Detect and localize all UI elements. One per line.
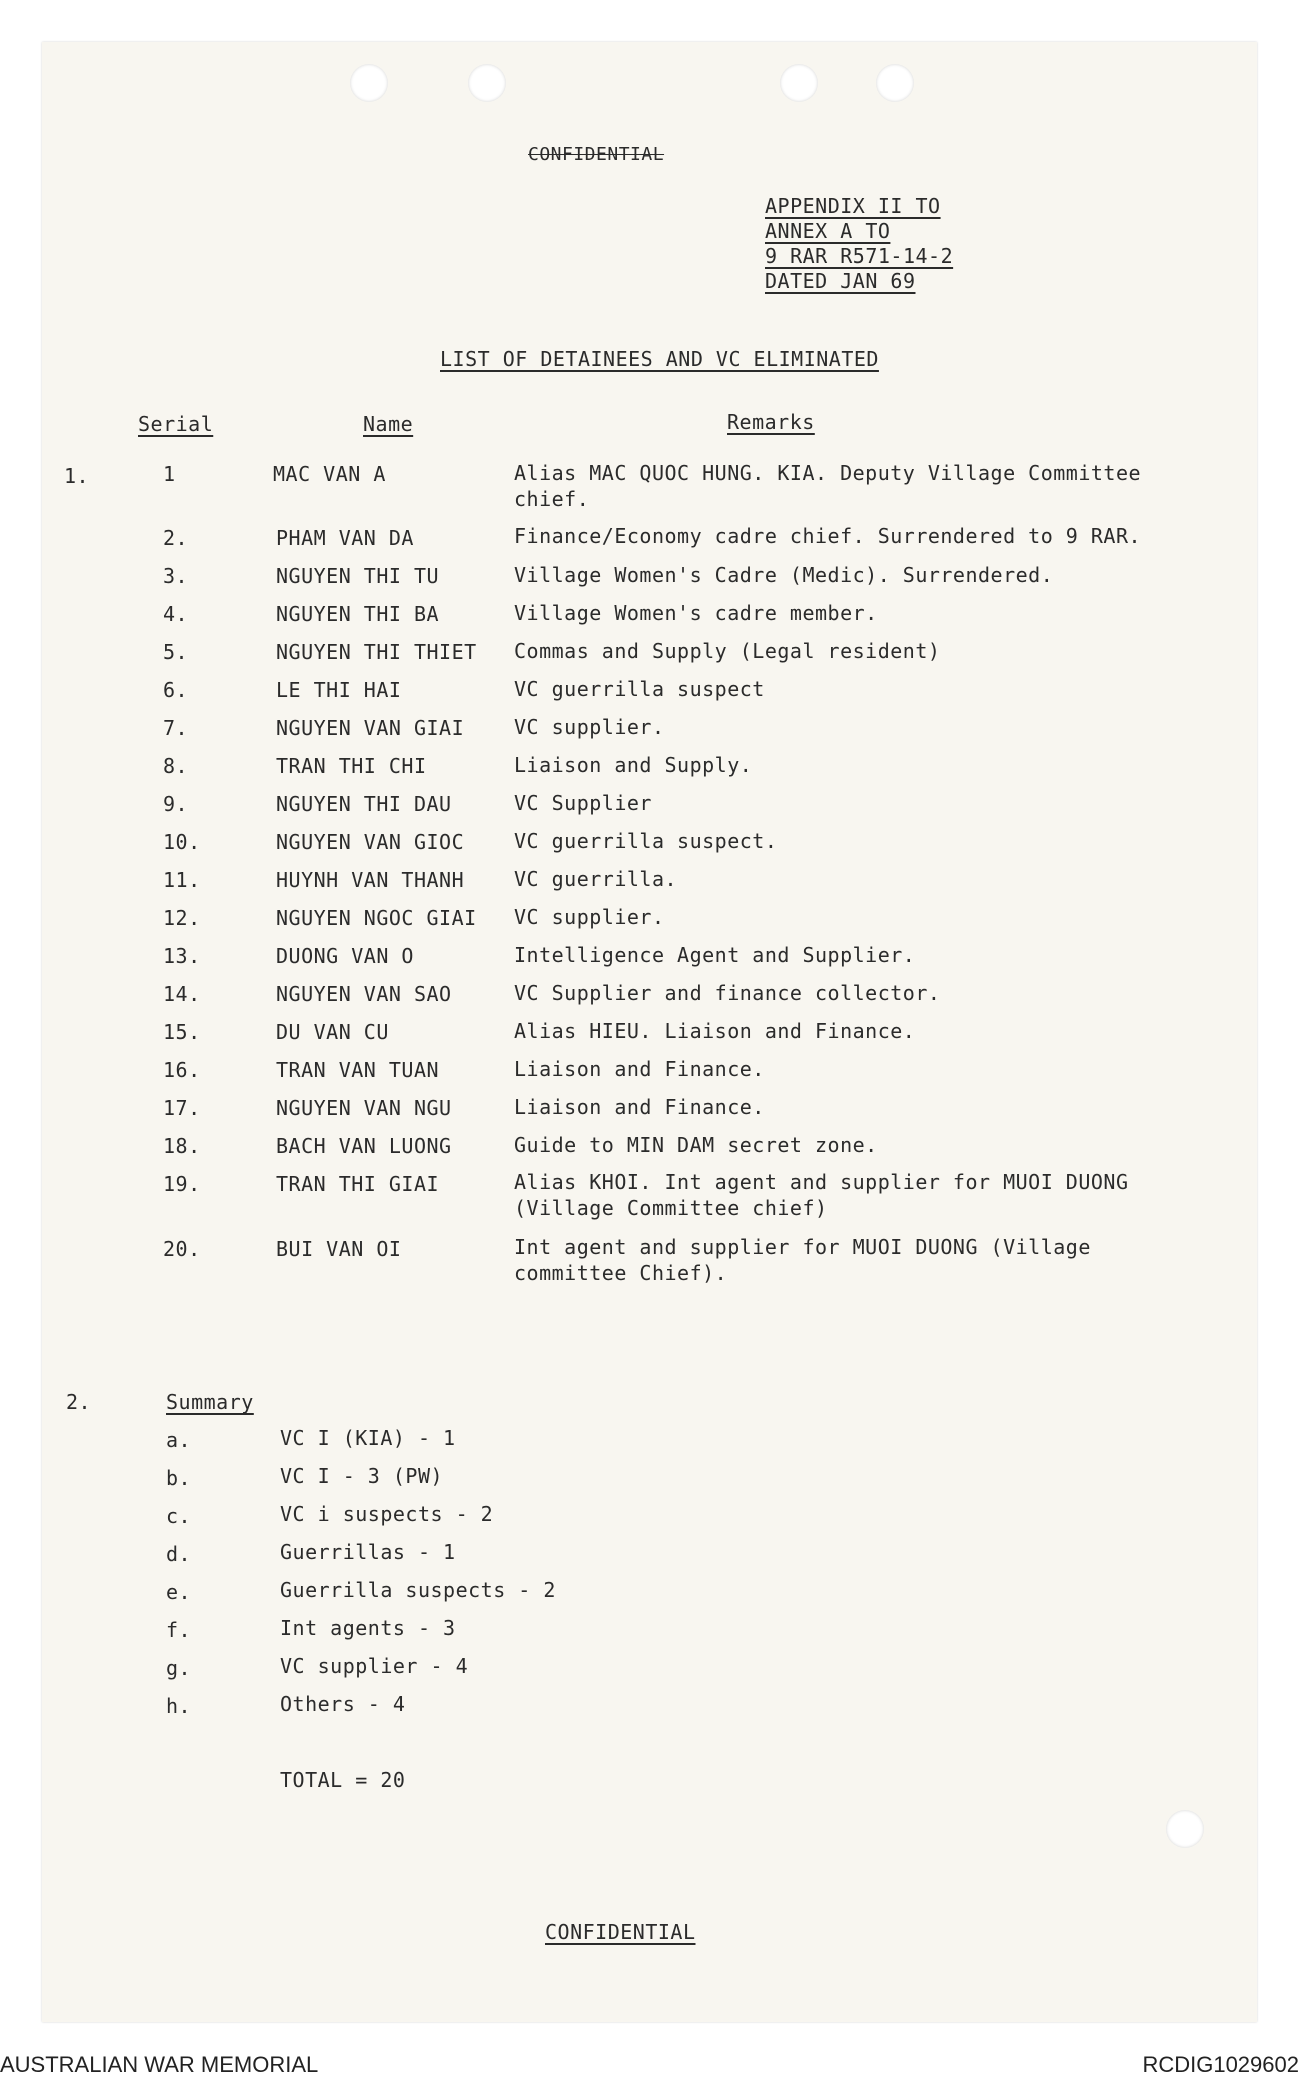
confidential-stamp-top: CONFIDENTIAL: [528, 144, 665, 165]
summary-letter: e.: [166, 1580, 192, 1604]
row-serial: 1: [163, 462, 176, 486]
row-remarks: Village Women's Cadre (Medic). Surrendered.: [514, 563, 1054, 587]
confidential-stamp-bottom: CONFIDENTIAL: [545, 1920, 696, 1944]
summary-item: VC supplier - 4: [280, 1654, 469, 1678]
column-header-remarks: Remarks: [727, 410, 815, 434]
row-name: DUONG VAN O: [276, 944, 414, 968]
row-name: NGUYEN VAN GIAI: [276, 716, 465, 740]
row-name: PHAM VAN DA: [276, 526, 414, 550]
punch-hole: [350, 64, 388, 102]
row-remarks: Commas and Supply (Legal resident): [514, 639, 941, 663]
summary-item: VC i suspects - 2: [280, 1502, 494, 1526]
row-name: MAC VAN A: [273, 462, 386, 486]
punch-hole: [876, 64, 914, 102]
punch-hole: [1166, 1810, 1204, 1848]
summary-letter: h.: [166, 1694, 192, 1718]
row-serial: 5.: [163, 640, 189, 664]
punch-hole: [780, 64, 818, 102]
row-remarks: VC supplier.: [514, 905, 665, 929]
summary-item: VC I (KIA) - 1: [280, 1426, 456, 1450]
row-name: NGUYEN VAN GIOC: [276, 830, 465, 854]
summary-total: TOTAL = 20: [280, 1768, 406, 1792]
row-serial: 11.: [163, 868, 201, 892]
row-name: NGUYEN THI TU: [276, 564, 440, 588]
archive-credit: AUSTRALIAN WAR MEMORIAL: [0, 2052, 319, 2077]
row-serial: 17.: [163, 1096, 201, 1120]
row-serial: 8.: [163, 754, 189, 778]
summary-item: Guerrilla suspects - 2: [280, 1578, 556, 1602]
row-name: LE THI HAI: [276, 678, 402, 702]
summary-letter: a.: [166, 1428, 192, 1452]
row-remarks: VC supplier.: [514, 715, 665, 739]
column-header-name: Name: [363, 412, 414, 436]
row-remarks: Village Women's cadre member.: [514, 601, 878, 625]
row-remarks: VC Supplier: [514, 791, 652, 815]
row-name: BACH VAN LUONG: [276, 1134, 452, 1158]
dated-line: DATED JAN 69: [765, 269, 916, 293]
row-remarks: Int agent and supplier for MUOI DUONG (Village committee Chief).: [514, 1235, 1091, 1285]
document-title: LIST OF DETAINEES AND VC ELIMINATED: [440, 347, 879, 371]
row-name: TRAN THI GIAI: [276, 1172, 440, 1196]
summary-item: Int agents - 3: [280, 1616, 456, 1640]
row-serial: 12.: [163, 906, 201, 930]
summary-letter: b.: [166, 1466, 192, 1490]
summary-letter: c.: [166, 1504, 192, 1528]
row-name: NGUYEN THI BA: [276, 602, 440, 626]
row-remarks: Alias MAC QUOC HUNG. KIA. Deputy Village Committee chief.: [514, 461, 1142, 511]
row-remarks: Guide to MIN DAM secret zone.: [514, 1133, 878, 1157]
row-remarks: VC guerrilla suspect: [514, 677, 765, 701]
row-name: BUI VAN OI: [276, 1237, 402, 1261]
row-name: TRAN THI CHI: [276, 754, 427, 778]
row-serial: 16.: [163, 1058, 201, 1082]
summary-letter: f.: [166, 1618, 192, 1642]
row-name: NGUYEN VAN NGU: [276, 1096, 452, 1120]
row-serial: 19.: [163, 1172, 201, 1196]
summary-item: Guerrillas - 1: [280, 1540, 456, 1564]
row-serial: 20.: [163, 1237, 201, 1261]
punch-hole: [468, 64, 506, 102]
summary-letter: d.: [166, 1542, 192, 1566]
row-serial: 3.: [163, 564, 189, 588]
row-remarks: Alias HIEU. Liaison and Finance.: [514, 1019, 916, 1043]
row-name: HUYNH VAN THANH: [276, 868, 465, 892]
row-name: NGUYEN THI THIET: [276, 640, 477, 664]
row-name: DU VAN CU: [276, 1020, 389, 1044]
annex-line: ANNEX A TO: [765, 219, 891, 243]
column-header-serial: Serial: [138, 412, 214, 436]
row-serial: 14.: [163, 982, 201, 1006]
row-remarks: Alias KHOI. Int agent and supplier for MUOI DUONG (Village Committee chief): [514, 1170, 1129, 1220]
row-remarks: Liaison and Finance.: [514, 1095, 765, 1119]
row-name: NGUYEN VAN SAO: [276, 982, 452, 1006]
row-name: NGUYEN THI DAU: [276, 792, 452, 816]
row-serial: 4.: [163, 602, 189, 626]
archive-reference: RCDIG1029602: [1142, 2052, 1299, 2077]
row-remarks: Liaison and Finance.: [514, 1057, 765, 1081]
row-remarks: Finance/Economy cadre chief. Surrendered to 9 RAR.: [514, 524, 1142, 548]
summary-heading: Summary: [166, 1390, 254, 1414]
row-remarks: VC guerrilla.: [514, 867, 678, 891]
row-remarks: Intelligence Agent and Supplier.: [514, 943, 916, 967]
row-serial: 13.: [163, 944, 201, 968]
row-name: NGUYEN NGOC GIAI: [276, 906, 477, 930]
row-remarks: Liaison and Supply.: [514, 753, 753, 777]
summary-item: VC I - 3 (PW): [280, 1464, 444, 1488]
row-name: TRAN VAN TUAN: [276, 1058, 440, 1082]
row-remarks: VC Supplier and finance collector.: [514, 981, 941, 1005]
row-serial: 6.: [163, 678, 189, 702]
row-serial: 2.: [163, 526, 189, 550]
row-serial: 10.: [163, 830, 201, 854]
paragraph-number: 2.: [66, 1390, 92, 1414]
appendix-line: APPENDIX II TO: [765, 194, 941, 218]
summary-item: Others - 4: [280, 1692, 406, 1716]
row-serial: 7.: [163, 716, 189, 740]
paragraph-number: 1.: [64, 464, 90, 488]
reference-line: 9 RAR R571-14-2: [765, 244, 954, 268]
row-remarks: VC guerrilla suspect.: [514, 829, 778, 853]
row-serial: 15.: [163, 1020, 201, 1044]
row-serial: 18.: [163, 1134, 201, 1158]
summary-letter: g.: [166, 1656, 192, 1680]
row-serial: 9.: [163, 792, 189, 816]
